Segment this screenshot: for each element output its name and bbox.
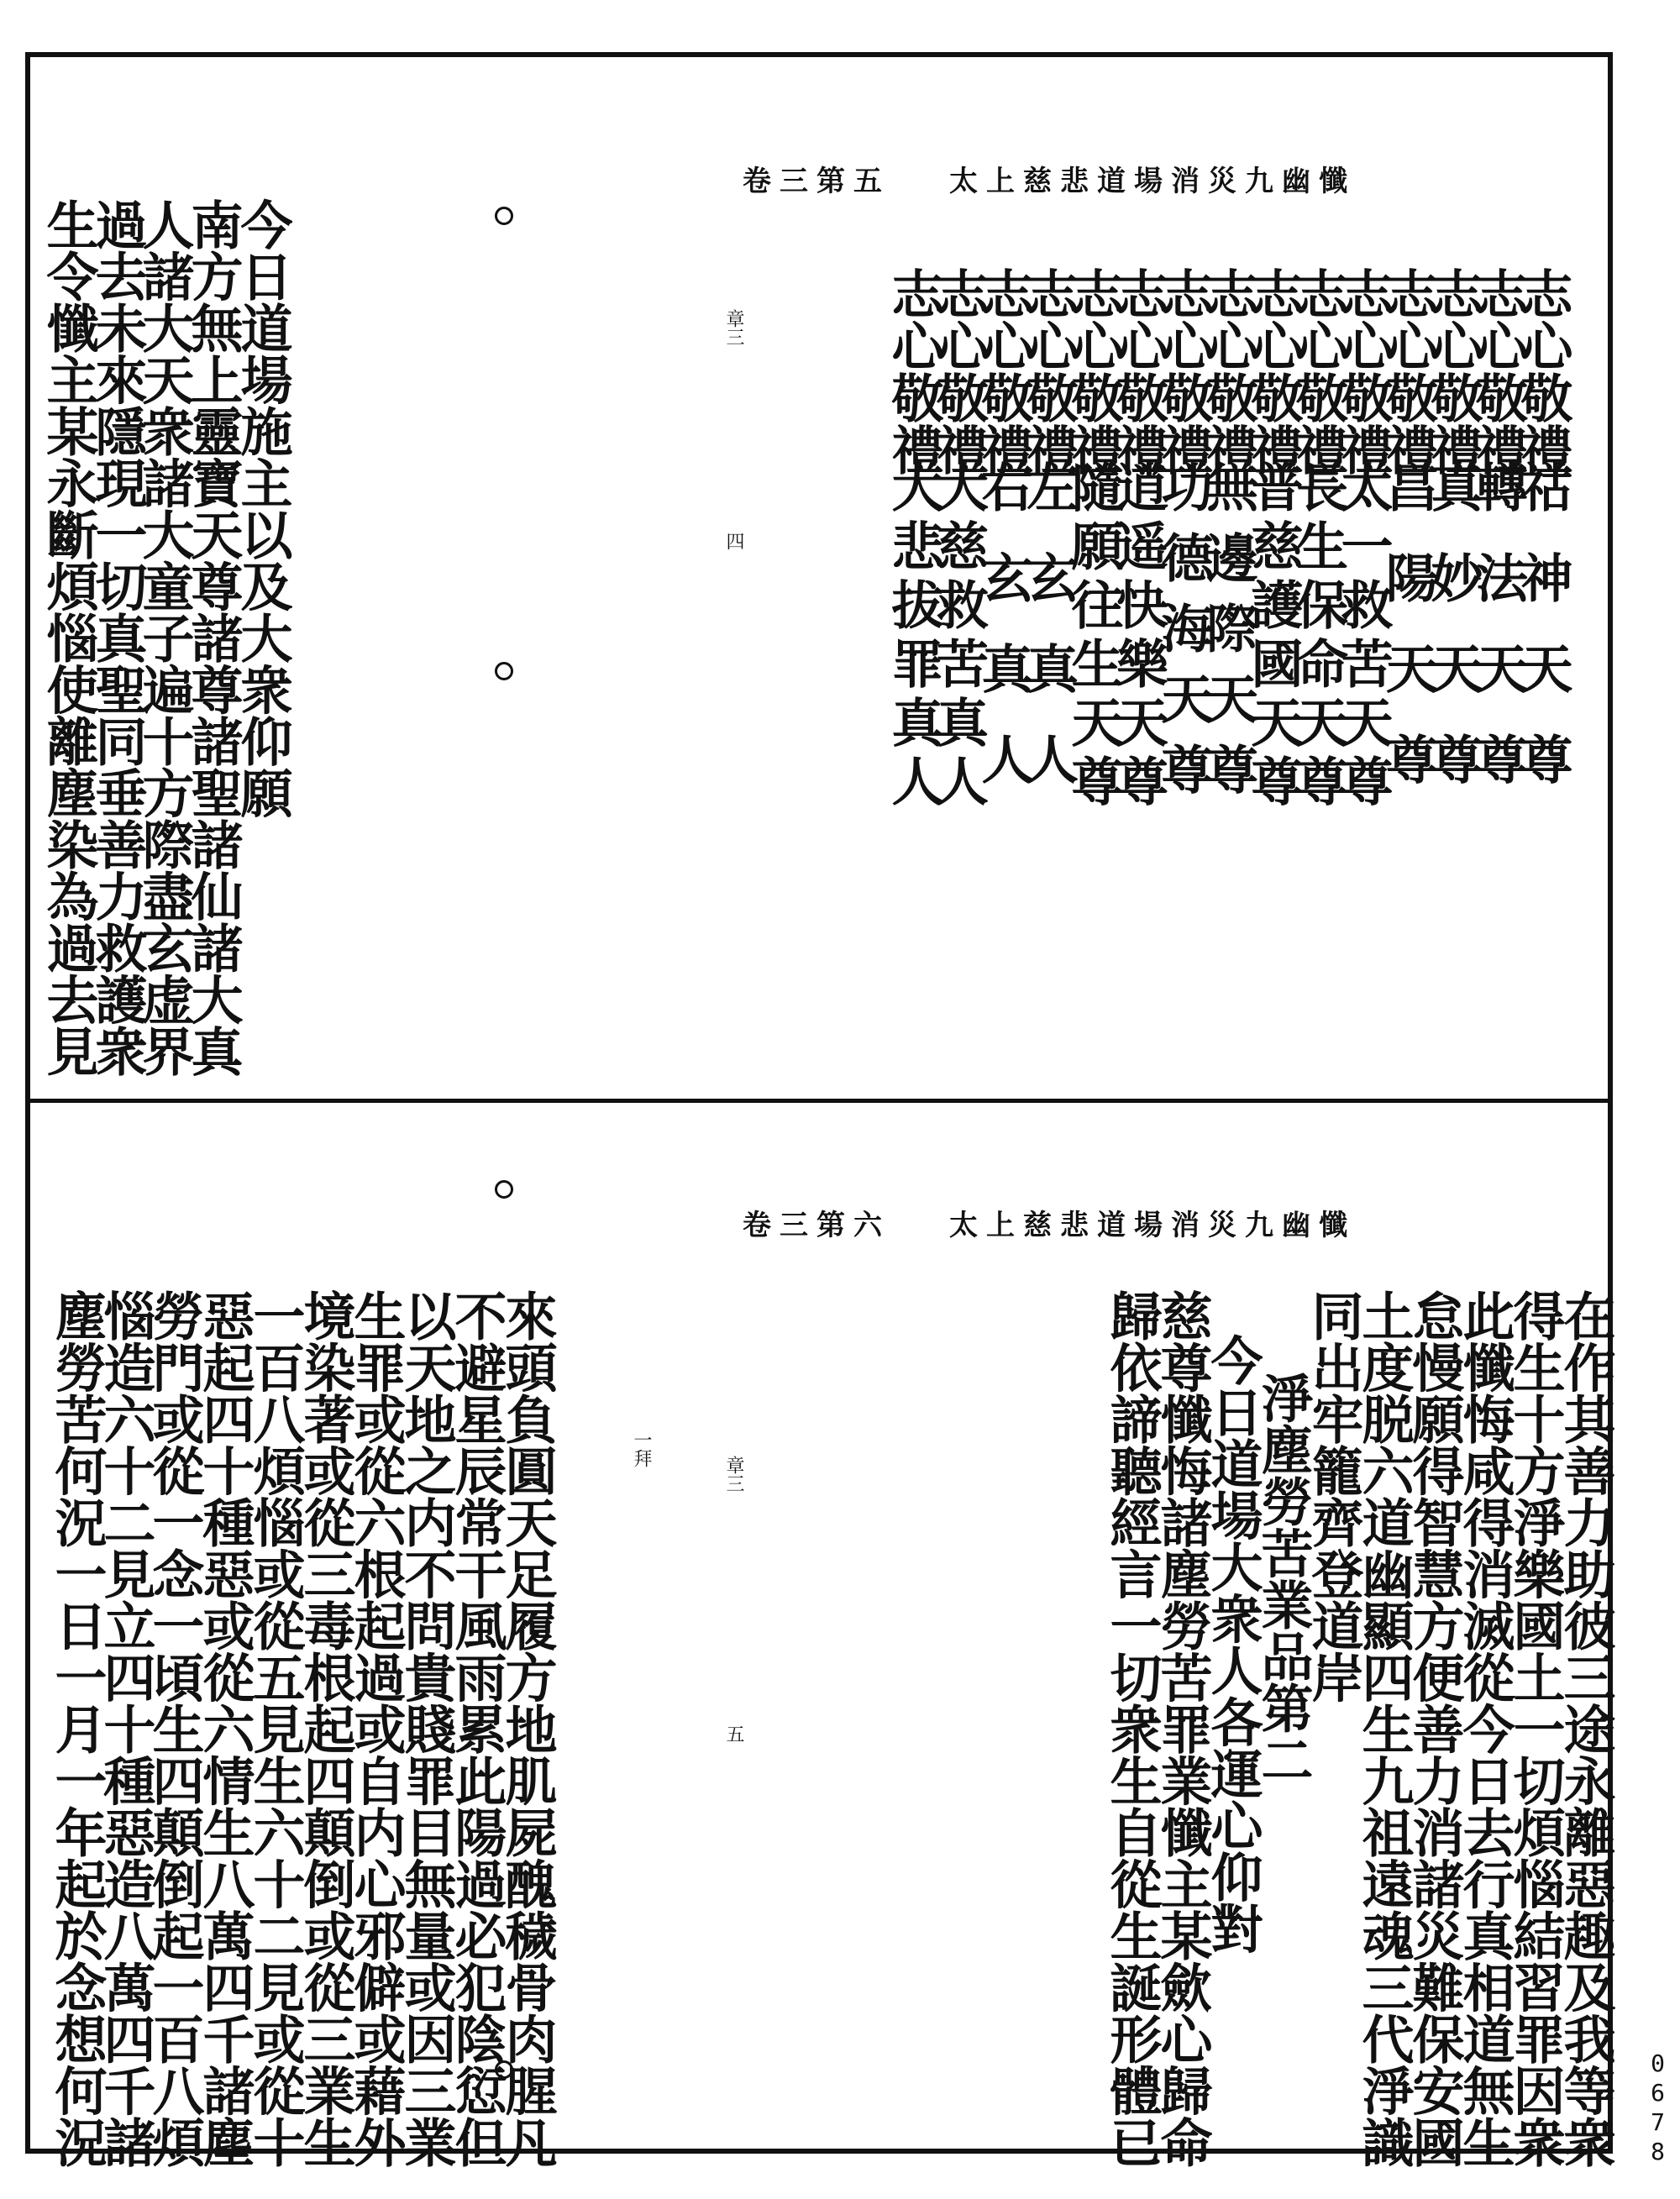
text-column: 塵勞苦何況一日一月一年起於念想何況 (46, 1289, 108, 2168)
text-column: 境染著或從三毒根起四顛倒或從三業生 (295, 1289, 356, 2168)
invocation-prefix: 志心敬禮 (973, 267, 1034, 475)
binding-hole-top-1 (495, 207, 513, 225)
top-gutter-mark-a: 章三 (723, 309, 744, 346)
text-column: 一百八煩惱或從五見生六十二見或從十 (244, 1289, 306, 2168)
invocation-name: 轉法天尊 (1467, 460, 1529, 823)
text-column: 今日道場大衆人各運心仰對 (1202, 1334, 1263, 1954)
prose-line: 南方無上靈寶天尊諸尊諸聖諸仙諸大真 (182, 198, 244, 1077)
bottom-page (30, 1103, 1616, 2168)
invocation-prefix: 志心敬禮 (927, 267, 990, 475)
text-column: 勞門或從一念一頃生四顛倒起一百八煩 (144, 1289, 205, 2168)
invocation-prefix: 志心敬禮 (1332, 267, 1394, 475)
text-column: 不避星辰常干風雨累此陽過必犯陰愆但 (446, 1289, 507, 2168)
invocation-prefix: 志心敬禮 (1152, 267, 1214, 475)
prose-line: 人諸大天衆諸大童子遍十方際盡玄虚界 (134, 198, 195, 1077)
bottom-gutter-mark-b: 五 (723, 1724, 744, 1743)
bottom-gutter-mark-a: 章三 (723, 1456, 744, 1493)
invocation-name: 功德海天尊 (1152, 460, 1214, 813)
text-column: 在作其善力助彼三途永離惡趣及我等衆 (1555, 1289, 1616, 2168)
text-column: 得生十方淨樂國土一切煩惱結習罪因衆 (1504, 1289, 1566, 2168)
invocation-name: 太一救苦天尊 (1332, 460, 1394, 813)
text-column: 此懺悔咸得消滅從今日去行真相道無生 (1454, 1289, 1515, 2168)
invocation-name: 普慈護國天尊 (1242, 460, 1304, 813)
invocation-prefix: 志心敬禮 (1107, 267, 1169, 475)
text-column: 歸依諦聽經言一切衆生自從生誕形體已 (1101, 1289, 1163, 2168)
invocation-name: 左玄真人 (1017, 460, 1079, 823)
text-column: 生罪或從六根起過或自内心邪僻或藉外 (345, 1289, 407, 2168)
text-column: 同出牢籠齊登道岸 (1303, 1289, 1364, 1703)
top-header-volume: 卷三第五 (743, 165, 890, 198)
top-gutter-mark-b: 四 (723, 532, 744, 550)
text-column: 來頭負圓天足履方地肌屍醜穢骨肉腥凡 (496, 1289, 558, 2168)
invocation-prefix: 志心敬禮 (1017, 267, 1079, 475)
prose-line: 今日道場施主以及大衆仰願 (232, 198, 293, 818)
invocation-name: 祜神天尊 (1512, 460, 1573, 823)
invocation-prefix: 志心敬禮 (883, 267, 944, 475)
top-header-title: 太上慈悲道場消災九幽懺 (949, 165, 1356, 198)
top-running-header (743, 158, 1356, 199)
invocation-prefix: 志心敬禮 (1197, 267, 1259, 475)
invocation-prefix: 志心敬禮 (1512, 267, 1573, 475)
invocation-prefix: 志心敬禮 (1467, 267, 1529, 475)
prose-line: 生令懺主某永斷煩惱使離塵染為過去見 (38, 198, 99, 1077)
text-column: 怠慢願得智慧方便善力消諸災難保安國 (1404, 1289, 1465, 2168)
bottom-bow-note: 一拜 (631, 1430, 652, 1467)
text-column: 淨塵勞苦業品第二 (1252, 1372, 1314, 1785)
bottom-header-title: 太上慈悲道場消災九幽懺 (949, 1209, 1356, 1242)
invocation-prefix: 志心敬禮 (1422, 267, 1483, 475)
text-column: 土度脱六道幽顯四生九祖遠魂三代淨識 (1353, 1289, 1415, 2168)
text-column: 以天地之内不問貴賤罪目無量或因三業 (396, 1289, 457, 2168)
invocation-prefix: 志心敬禮 (1287, 267, 1349, 475)
invocation-name: 昌陽天尊 (1377, 460, 1439, 823)
invocation-name: 右玄真人 (973, 460, 1034, 823)
invocation-name: 隨願往生天尊 (1063, 460, 1124, 813)
invocation-name: 大慈救苦真人 (927, 460, 990, 813)
invocation-prefix: 志心敬禮 (1377, 267, 1439, 475)
text-column: 慈尊懺悔諸塵勞苦罪業懺主某歛心歸命 (1152, 1289, 1213, 2168)
page-number: 0678 (1644, 2049, 1672, 2167)
invocation-prefix: 志心敬禮 (1242, 267, 1304, 475)
invocation-name: 大悲拔罪真人 (883, 460, 944, 813)
invocation-name: 無邊際天尊 (1197, 460, 1259, 813)
invocation-name: 逍遥快樂天尊 (1107, 460, 1169, 813)
prose-line: 過去未來隱現一切真聖同垂善力救護衆 (87, 198, 148, 1077)
invocation-name: 長生保命天尊 (1287, 460, 1349, 813)
text-column: 惡起四十種惡或從六情生八萬四千諸塵 (194, 1289, 255, 2168)
invocation-prefix: 志心敬禮 (1063, 267, 1124, 475)
bottom-running-header (743, 1202, 1356, 1243)
text-column: 惱造六十二見立四十種惡造八萬四千諸 (95, 1289, 156, 2168)
binding-hole-top-2 (495, 662, 513, 680)
invocation-name: 真妙天尊 (1422, 460, 1483, 823)
bottom-header-volume: 卷三第六 (743, 1209, 890, 1242)
binding-hole-bottom-1 (495, 1180, 513, 1199)
top-page (30, 57, 1608, 1099)
